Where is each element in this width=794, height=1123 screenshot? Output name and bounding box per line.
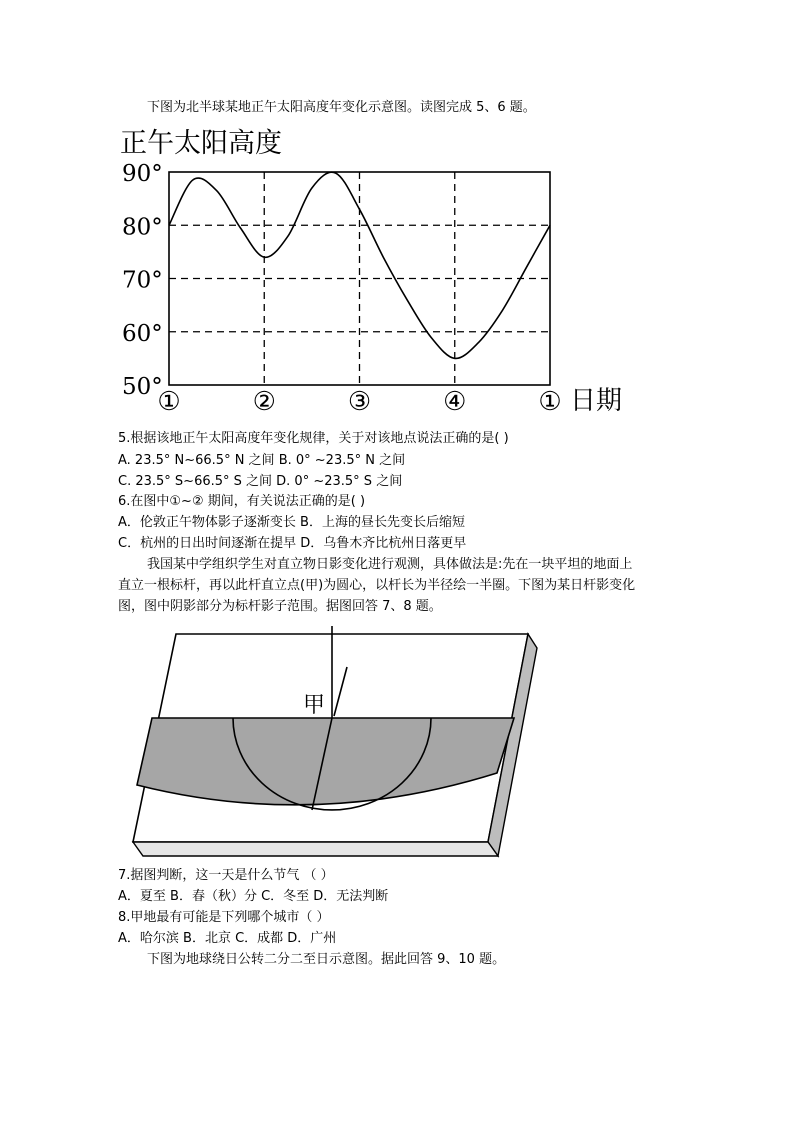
question-6-options-ab: A．伦敦正午物体影子逐渐变长 B．上海的昼长先变长后缩短: [118, 515, 465, 530]
question-5-stem: 5.根据该地正午太阳高度年变化规律，关于对该地点说法正确的是( ): [118, 431, 509, 446]
chart-title: 正午太阳高度: [120, 128, 282, 159]
y-tick-label: 60°: [122, 320, 163, 347]
question-6-stem: 6.在图中①~② 期间，有关说法正确的是( ): [118, 494, 366, 509]
x-axis-label: 日期: [570, 386, 623, 416]
solar-altitude-chart: [118, 124, 648, 422]
x-tick-labels: [157, 387, 561, 417]
question-8-options: A．哈尔滨 B．北京 C．成都 D．广州: [118, 931, 337, 946]
intro-text-7-8-line1: 我国某中学组织学生对直立物日影变化进行观测，具体做法是:先在一块平坦的地面上: [147, 557, 633, 572]
x-tick-label: ④: [443, 387, 467, 417]
x-tick-label: ②: [252, 387, 276, 417]
intro-text-7-8-line2: 直立一根标杆，再以此杆直立点(甲)为圆心，以杆长为半径绘一半圈。下图为某日杆影变化: [118, 578, 636, 593]
intro-text-5-6: 下图为北半球某地正午太阳高度年变化示意图。读图完成 5、6 题。: [147, 100, 536, 115]
intro-text-7-8-line3: 图，图中阴影部分为标杆影子范围。据图回答 7、8 题。: [118, 599, 442, 614]
y-tick-label: 50°: [122, 374, 163, 400]
x-tick-label: ①: [157, 387, 181, 417]
y-tick-labels: [122, 161, 163, 400]
x-tick-label: ③: [347, 387, 372, 417]
x-tick-label: ①: [538, 387, 562, 417]
y-tick-label: 90°: [122, 161, 163, 187]
question-7-stem: 7.据图判断，这一天是什么节气 （ ）: [118, 868, 334, 883]
ground-front-face: [133, 842, 498, 856]
question-6-options-cd: C．杭州的日出时间逐渐在提早 D．乌鲁木齐比杭州日落更早: [118, 536, 467, 551]
question-8-stem: 8.甲地最有可能是下列哪个城市（ ）: [118, 910, 330, 925]
point-jia-label: 甲: [303, 693, 326, 718]
y-tick-label: 80°: [122, 214, 163, 241]
intro-text-9-10: 下图为地球绕日公转二分二至日示意图。据此回答 9、10 题。: [147, 952, 506, 967]
question-5-options-ab: A. 23.5° N~66.5° N 之间 B. 0° ~23.5° N 之间: [118, 453, 406, 468]
pole-shadow-figure: [118, 622, 548, 858]
question-7-options: A．夏至 B．春（秋）分 C．冬至 D．无法判断: [118, 889, 389, 904]
y-tick-label: 70°: [122, 267, 163, 294]
question-5-options-cd: C. 23.5° S~66.5° S 之间 D. 0° ~23.5° S 之间: [118, 474, 403, 489]
